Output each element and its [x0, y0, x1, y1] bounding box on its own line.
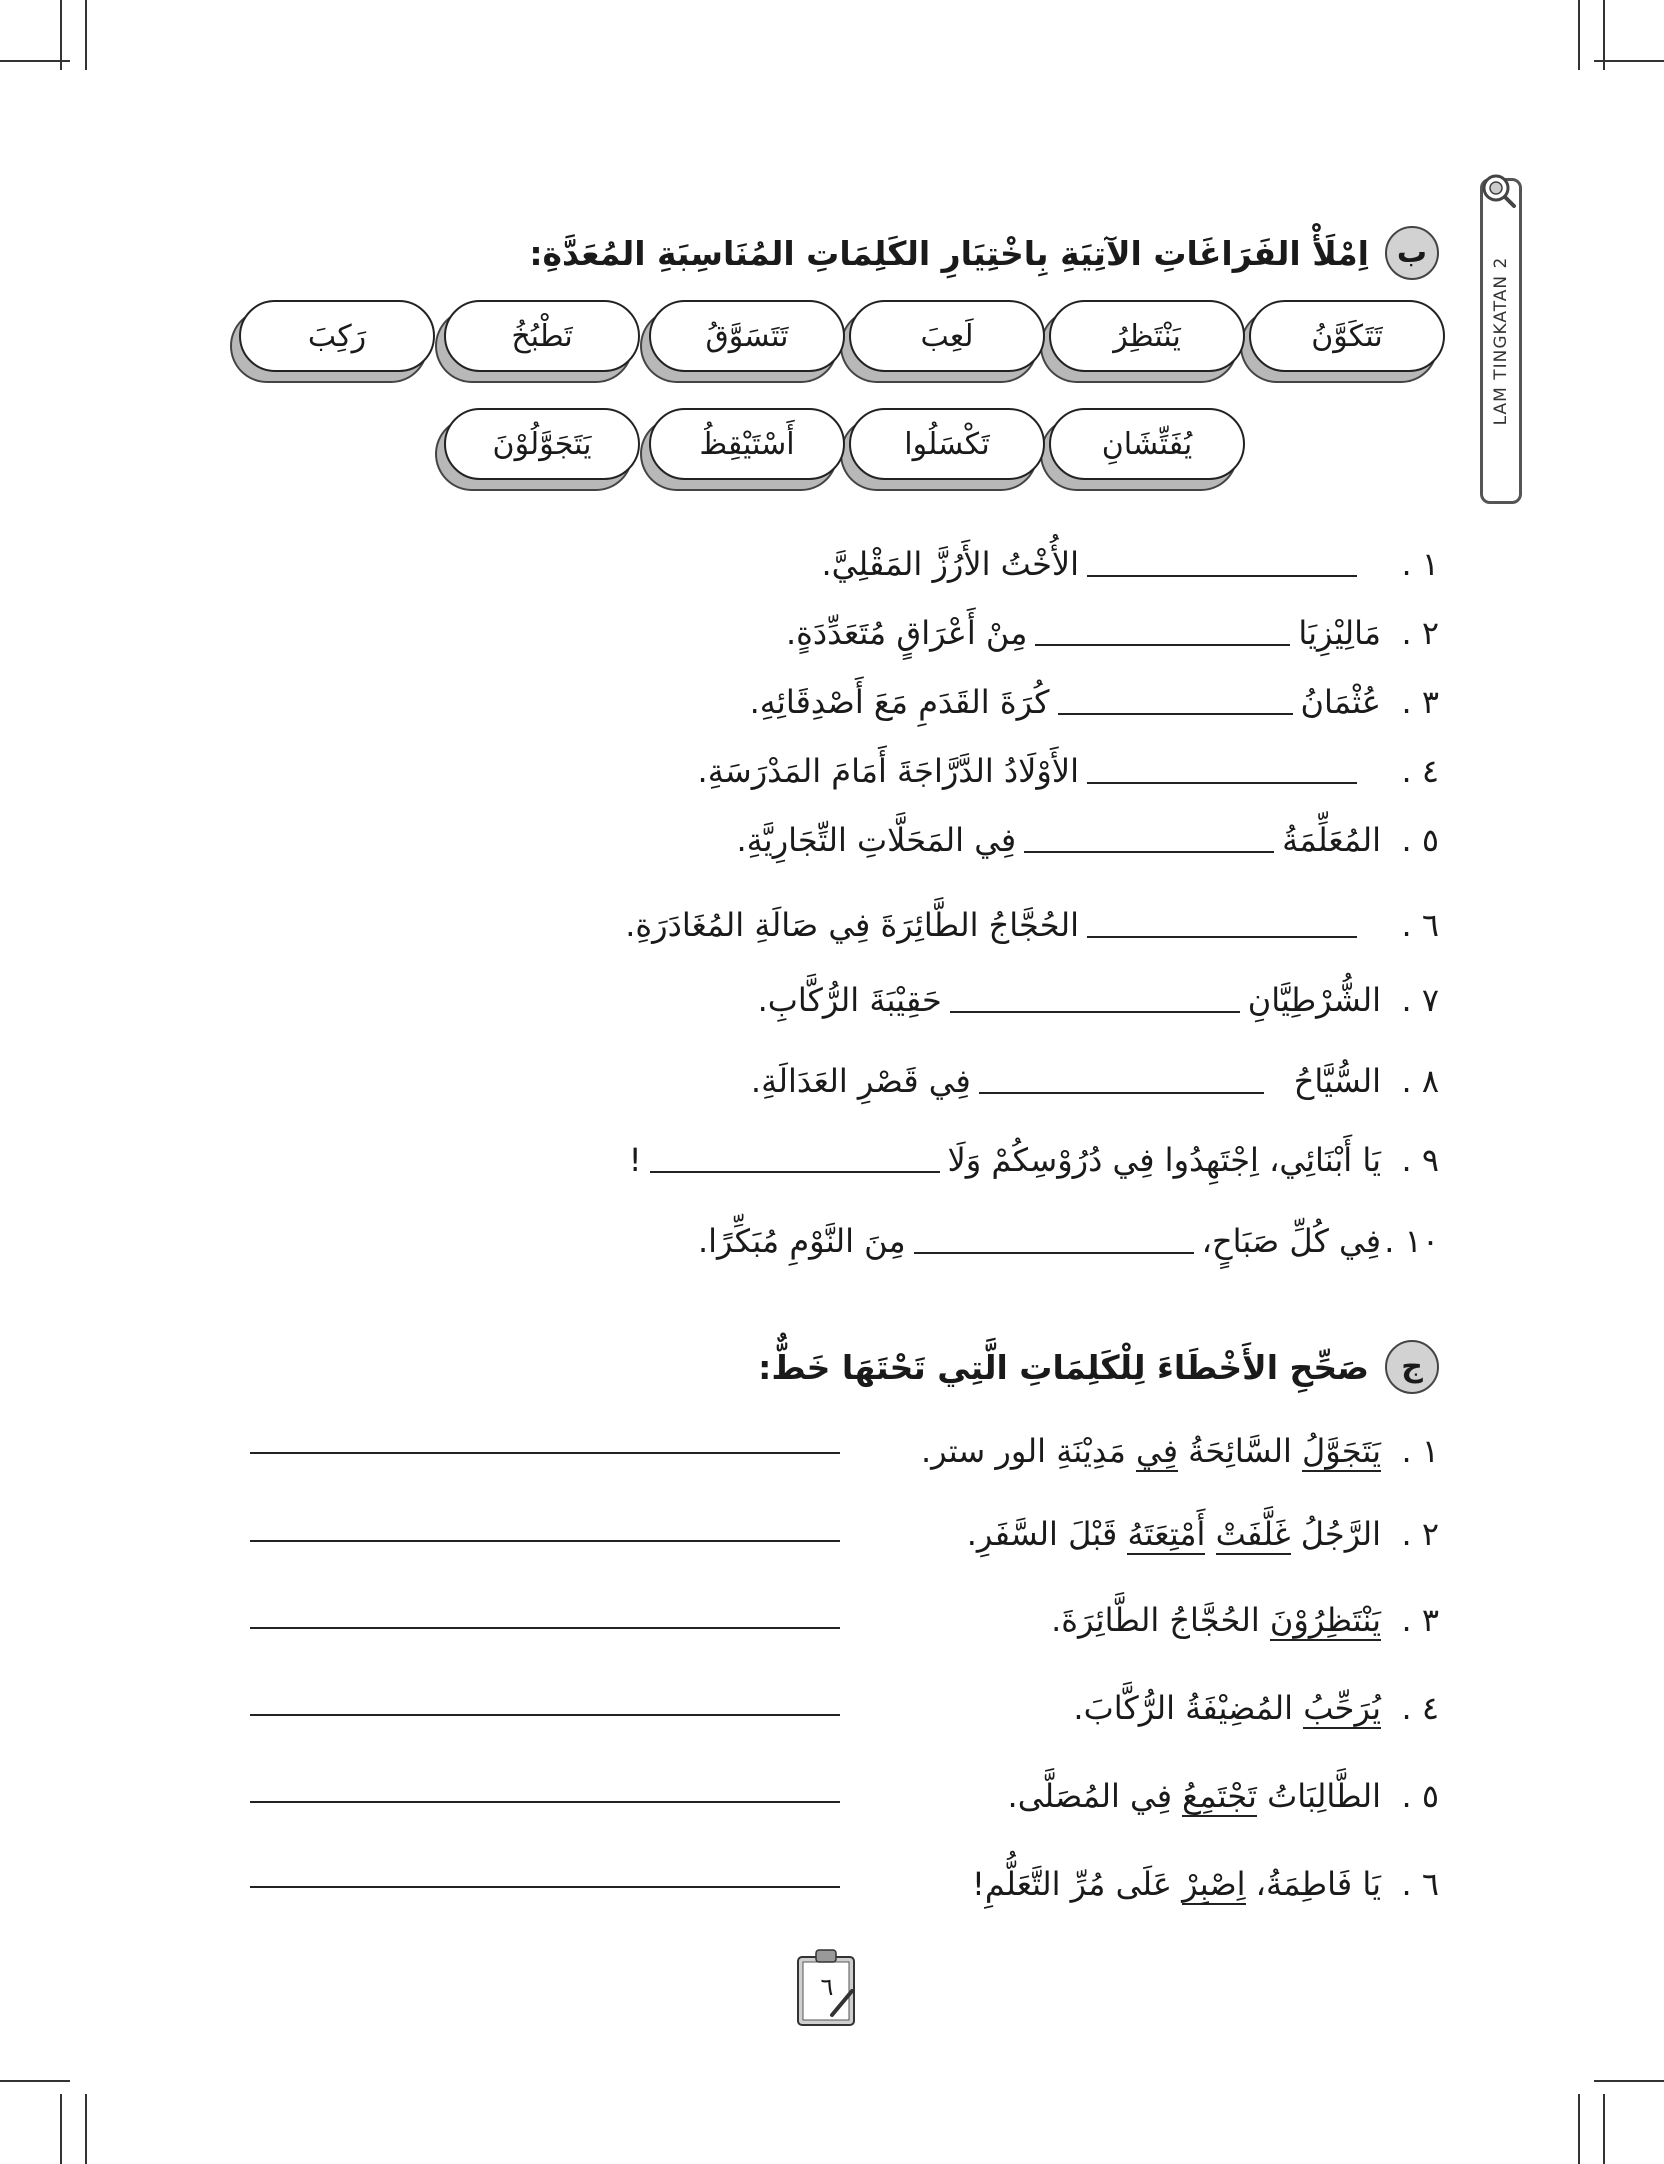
fill-question	[625, 901, 1439, 949]
underlined-word: تَجْتَمِعُ	[1182, 1777, 1257, 1815]
answer-blank[interactable]	[979, 1068, 1264, 1094]
question-number: ١٠ .	[1384, 1222, 1439, 1260]
question-text: كُرَةَ القَدَمِ مَعَ أَصْدِقَائِهِ.	[749, 683, 1050, 721]
answer-blank[interactable]	[1024, 827, 1274, 853]
section-c-header	[758, 1340, 1439, 1394]
crop-mark	[1578, 0, 1580, 70]
question-text: يَا أَبْنَائِي، اِجْتَهِدُوا فِي دُرُوْسِكُمْ وَلَا	[947, 1141, 1381, 1179]
question-number: ٣ .	[1401, 683, 1439, 721]
sentence-text: مَدِيْنَةِ الور ستر.	[920, 1432, 1137, 1470]
question-text: !	[628, 1141, 642, 1179]
question-number: ٦ .	[1401, 906, 1439, 944]
fill-question	[786, 609, 1439, 657]
correction-sentence	[921, 1427, 1439, 1475]
correction-sentence	[972, 1860, 1439, 1908]
fill-question	[736, 816, 1439, 864]
sentence-text: الحُجَّاجُ الطَّائِرَةَ.	[1051, 1601, 1270, 1639]
answer-line[interactable]	[250, 1452, 840, 1454]
question-text: عُثْمَانُ	[1300, 683, 1381, 721]
underlined-word: غَلَّفَتْ	[1215, 1515, 1291, 1553]
sentence-text: عَلَى مُرِّ التَّعَلُّمِ!	[972, 1865, 1183, 1903]
question-number: ٥ .	[1401, 1777, 1439, 1815]
underlined-word: أَمْتِعَتَهُ	[1127, 1515, 1206, 1553]
question-number: ٤ .	[1401, 752, 1439, 790]
page-number-badge	[792, 1945, 862, 2030]
fill-question	[750, 678, 1439, 726]
section-b-badge: ب	[1385, 226, 1439, 280]
question-text: مَالِيْزِيَا	[1298, 614, 1381, 652]
correction-sentence	[1073, 1684, 1439, 1732]
question-text: الحُجَّاجُ الطَّائِرَةَ فِي صَالَةِ المُغَادَرَةِ.	[625, 906, 1079, 944]
answer-blank[interactable]	[914, 1228, 1194, 1254]
underlined-word: فِي	[1136, 1432, 1178, 1470]
answer-line[interactable]	[250, 1540, 840, 1542]
question-text: حَقِيْبَةَ الرُّكَّابِ.	[757, 981, 942, 1019]
crop-mark	[0, 60, 70, 62]
crop-mark	[1578, 2094, 1580, 2164]
answer-line[interactable]	[250, 1886, 840, 1888]
answer-blank[interactable]	[1087, 912, 1357, 938]
question-number: ١ .	[1401, 1432, 1439, 1470]
word-bank-item: يَنْتَظِرُ	[1049, 300, 1245, 372]
word-bank-item: تَتَسَوَّقُ	[649, 300, 845, 372]
underlined-word: يُرَحِّبُ	[1303, 1689, 1381, 1727]
question-text: الأَوْلَادُ الدَّرَّاجَةَ أَمَامَ المَدْرَسَةِ.	[697, 752, 1079, 790]
magnifier-icon	[1478, 170, 1518, 210]
fill-question	[758, 976, 1439, 1024]
answer-line[interactable]	[250, 1627, 840, 1629]
fill-question	[822, 540, 1440, 588]
question-number: ٨ .	[1401, 1062, 1439, 1100]
crop-mark	[1603, 2094, 1605, 2164]
sentence-text: الرَّجُلُ	[1290, 1515, 1381, 1553]
fill-question	[629, 1136, 1439, 1184]
question-number: ١ .	[1401, 545, 1439, 583]
question-number: ٧ .	[1401, 981, 1439, 1019]
word-bank-item: تَكْسَلُوا	[849, 408, 1045, 480]
word-bank-item: يُفَتِّشَانِ	[1049, 408, 1245, 480]
question-number: ٥ .	[1401, 821, 1439, 859]
question-number: ٢ .	[1401, 614, 1439, 652]
underlined-word: يَنْتَظِرُوْنَ	[1269, 1601, 1381, 1639]
answer-blank[interactable]	[1087, 758, 1357, 784]
question-text: فِي قَصْرِ العَدَالَةِ.	[750, 1062, 971, 1100]
correction-sentence	[967, 1510, 1439, 1558]
correction-sentence	[1008, 1772, 1439, 1820]
sentence-text: قَبْلَ السَّفَرِ.	[966, 1515, 1128, 1553]
question-text: فِي كُلِّ صَبَاحٍ،	[1201, 1222, 1381, 1260]
question-text: فِي المَحَلَّاتِ التِّجَارِيَّةِ.	[736, 821, 1017, 859]
word-bank-item: لَعِبَ	[849, 300, 1045, 372]
word-bank-item: أَسْتَيْقِظُ	[649, 408, 845, 480]
question-text: المُعَلِّمَةُ	[1282, 821, 1381, 859]
fill-question	[698, 747, 1439, 795]
word-bank-item: يَتَجَوَّلُوْنَ	[444, 408, 640, 480]
word-bank-item: تَتَكَوَّنُ	[1249, 300, 1445, 372]
answer-blank[interactable]	[1058, 689, 1293, 715]
sentence-text: السَّائِحَةُ	[1178, 1432, 1302, 1470]
sentence-text: فِي المُصَلَّى.	[1007, 1777, 1183, 1815]
section-c-badge: ج	[1385, 1340, 1439, 1394]
crop-mark	[60, 2094, 62, 2164]
sentence-text: المُضِيْفَةُ الرُّكَّابَ.	[1073, 1689, 1304, 1727]
question-number: ٢ .	[1401, 1515, 1439, 1553]
question-text: السُّيَّاحُ	[1293, 1062, 1381, 1100]
sentence-text: يَا فَاطِمَةُ،	[1245, 1865, 1381, 1903]
underlined-word: يَتَجَوَّلُ	[1302, 1432, 1381, 1470]
answer-blank[interactable]	[1087, 551, 1357, 577]
crop-mark	[85, 0, 87, 70]
sentence-text: الطَّالِبَاتُ	[1256, 1777, 1381, 1815]
fill-question	[751, 1057, 1439, 1105]
question-text: مِنْ أَعْرَاقٍ مُتَعَدِّدَةٍ.	[785, 614, 1028, 652]
answer-blank[interactable]	[1035, 620, 1290, 646]
section-b-instruction: اِمْلَأْ الفَرَاغَاتِ الآتِيَةِ بِاخْتِيَارِ الكَلِمَاتِ المُنَاسِبَةِ المُعَدَّةِ:	[529, 233, 1369, 273]
word-bank-item: تَطْبُخُ	[444, 300, 640, 372]
question-text: الشُّرْطِيَّانِ	[1247, 981, 1381, 1019]
crop-mark	[0, 2080, 70, 2082]
word-bank-item: رَكِبَ	[239, 300, 435, 372]
page-number: ٦	[820, 1973, 834, 2001]
crop-mark	[1594, 60, 1664, 62]
question-number: ٦ .	[1401, 1865, 1439, 1903]
answer-blank[interactable]	[650, 1147, 940, 1173]
correction-sentence	[1051, 1596, 1439, 1644]
side-tab-label: LAM TINGKATAN 2	[1491, 256, 1511, 426]
answer-blank[interactable]	[950, 987, 1240, 1013]
fill-question	[698, 1217, 1439, 1265]
section-b-header	[529, 226, 1439, 280]
underlined-word: اِصْبِرْ	[1182, 1865, 1246, 1903]
question-text: مِنَ النَّوْمِ مُبَكِّرًا.	[697, 1222, 906, 1260]
question-number: ٩ .	[1401, 1141, 1439, 1179]
question-number: ٣ .	[1401, 1601, 1439, 1639]
crop-mark	[85, 2094, 87, 2164]
answer-line[interactable]	[250, 1714, 840, 1716]
question-text: الأُخْتُ الأَرُزَّ المَقْلِيَّ.	[821, 545, 1079, 583]
answer-line[interactable]	[250, 1801, 840, 1803]
section-c-instruction: صَحِّحِ الأَخْطَاءَ لِلْكَلِمَاتِ الَّتِي تَحْتَهَا خَطٌّ:	[758, 1347, 1369, 1387]
crop-mark	[1594, 2080, 1664, 2082]
sentence-text	[1205, 1515, 1215, 1553]
question-number: ٤ .	[1401, 1689, 1439, 1727]
side-tab	[1480, 178, 1522, 504]
